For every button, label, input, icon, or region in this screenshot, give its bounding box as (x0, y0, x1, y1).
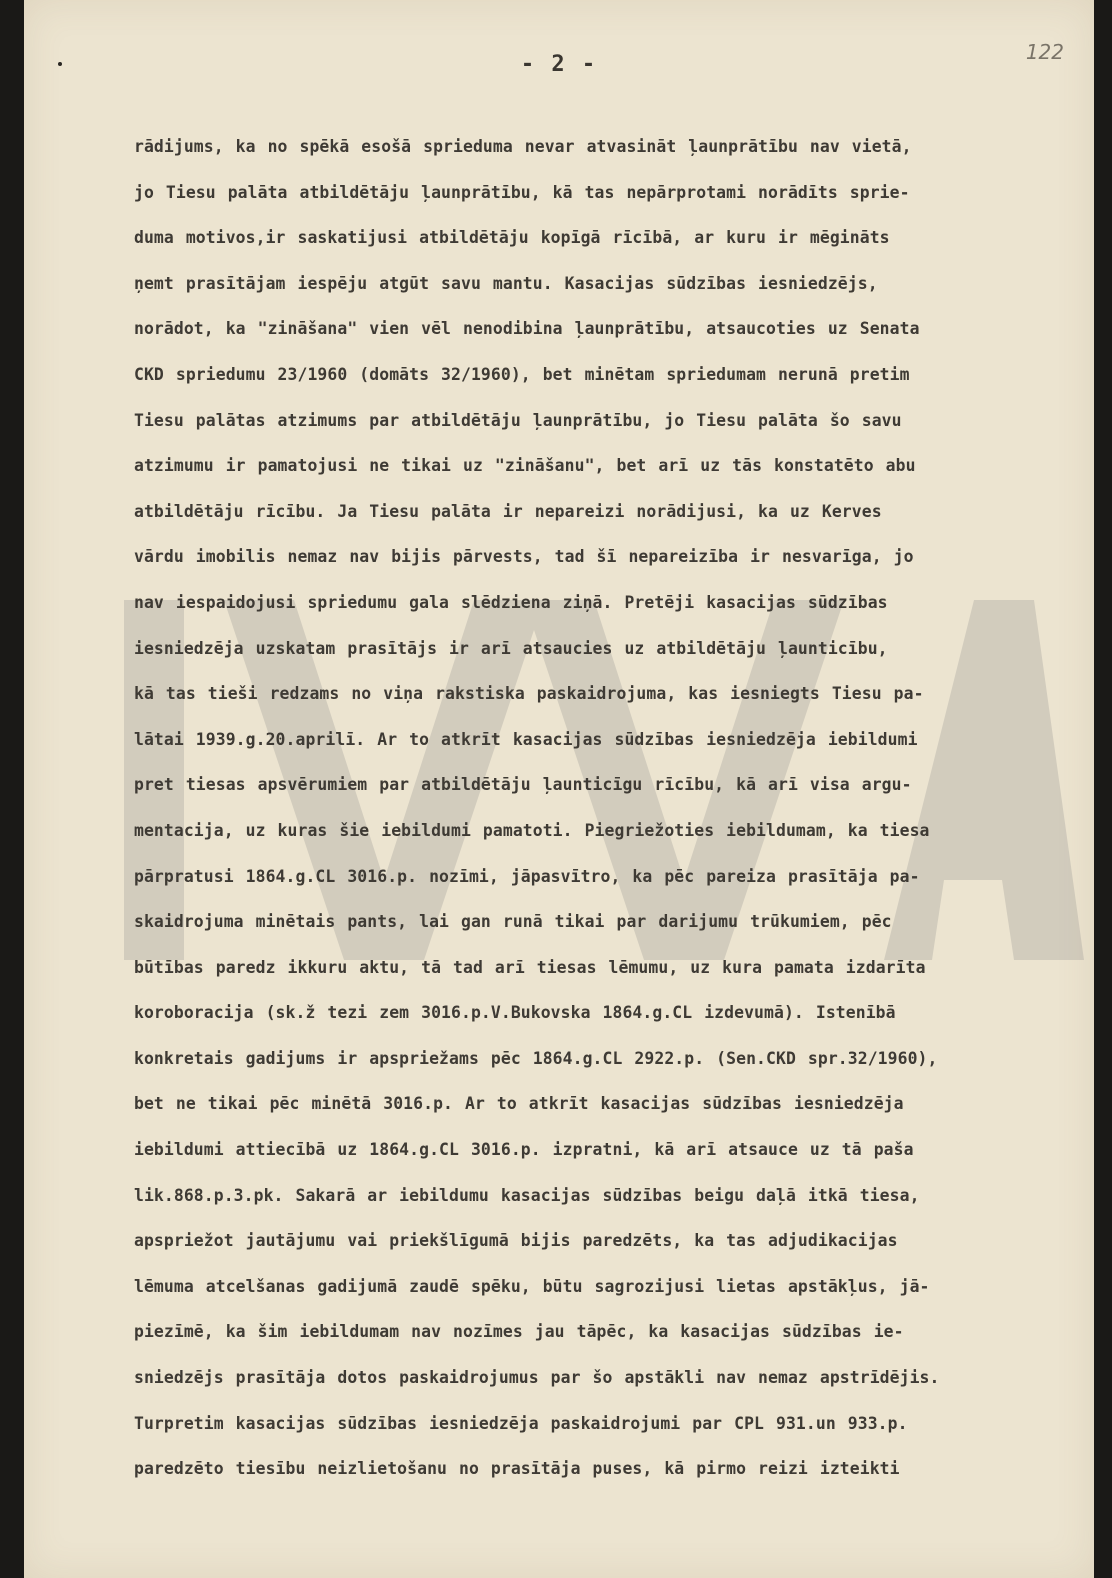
text-line: vārdu imobilis nemaz nav bijis pārvests, tad šī nepareizība ir nesvarīga, jo (134, 547, 914, 567)
text-line: konkretais gadijums ir apspriežams pēc 1864.g.CL 2922.p. (Sen.CKD spr.32/1960), (134, 1048, 938, 1068)
text-line: pārpratusi 1864.g.CL 3016.p. nozīmi, jāpasvītro, ka pēc pareiza prasītāja pa- (134, 866, 920, 886)
text-line: atzimumu ir pamatojusi ne tikai uz "zināšanu", bet arī uz tās konstatēto abu (134, 456, 916, 476)
text-line: duma motivos,ir saskatijusi atbildētāju kopīgā rīcībā, ar kuru ir mēgināts (134, 228, 890, 248)
document-body-text (134, 124, 1079, 1492)
page-number: - 2 - (520, 52, 598, 77)
text-line: norādot, ka "zināšana" vien vēl nenodibina ļaunprātību, atsaucoties uz Senata (134, 319, 920, 339)
text-line: mentacija, uz kuras šie iebildumi pamatoti. Piegriežoties iebildumam, ka tiesa (134, 820, 930, 840)
text-line: Turpretim kasacijas sūdzības iesniedzēja paskaidrojumi par CPL 931.un 933.p. (134, 1413, 908, 1433)
text-line: bet ne tikai pēc minētā 3016.p. Ar to atkrīt kasacijas sūdzības iesniedzēja (134, 1094, 904, 1114)
text-line: jo Tiesu palāta atbildētāju ļaunprātību, kā tas nepārprotami norādīts sprie- (134, 182, 910, 202)
text-line: ņemt prasītājam iespēju atgūt savu mantu. Kasacijas sūdzības iesniedzējs, (134, 273, 878, 293)
handwritten-folio-number: 122 (1025, 40, 1064, 64)
text-line: lik.868.p.3.pk. Sakarā ar iebildumu kasacijas sūdzības beigu daļā itkā tiesa, (134, 1185, 920, 1205)
text-line: paredzēto tiesību neizlietošanu no prasītāja puses, kā pirmo reizi izteikti (134, 1459, 900, 1479)
text-line: būtības paredz ikkuru aktu, tā tad arī tiesas lēmumu, uz kura pamata izdarīta (134, 957, 926, 977)
text-line: pret tiesas apsvērumiem par atbildētāju ļaunticīgu rīcību, kā arī visa argu- (134, 775, 912, 795)
text-line: CKD spriedumu 23/1960 (domāts 32/1960), bet minētam spriedumam nerunā pretim (134, 364, 910, 384)
document-page (24, 0, 1094, 1578)
text-line: sniedzējs prasītāja dotos paskaidrojumus par šo apstākli nav nemaz apstrīdējis. (134, 1368, 940, 1388)
text-line: skaidrojuma minētais pants, lai gan runā tikai par darijumu trūkumiem, pēc (134, 912, 892, 932)
text-line: kā tas tieši redzams no viņa rakstiska paskaidrojuma, kas iesniegts Tiesu pa- (134, 684, 924, 704)
text-line: iesniedzēja uzskatam prasītājs ir arī atsaucies uz atbildētāju ļaunticību, (134, 638, 888, 658)
text-line: atbildētāju rīcību. Ja Tiesu palāta ir nepareizi norādijusi, ka uz Kerves (134, 501, 882, 521)
text-line: nav iespaidojusi spriedumu gala slēdziena ziņā. Pretēji kasacijas sūdzības (134, 592, 888, 612)
text-line: lēmuma atcelšanas gadijumā zaudē spēku, būtu sagrozijusi lietas apstākļus, jā- (134, 1276, 930, 1296)
text-line: rādijums, ka no spēkā esošā sprieduma nevar atvasināt ļaunprātību nav vietā, (134, 137, 912, 156)
text-line: apspriežot jautājumu vai priekšlīgumā bijis paredzēts, ka tas adjudikacijas (134, 1231, 898, 1251)
text-line: Tiesu palātas atzimums par atbildētāju ļaunprātību, jo Tiesu palāta šo savu (134, 410, 902, 430)
text-line: koroboracija (sk.ž tezi zem 3016.p.V.Bukovska 1864.g.CL izdevumā). Istenībā (134, 1003, 896, 1023)
text-line: iebildumi attiecībā uz 1864.g.CL 3016.p. izpratni, kā arī atsauce uz tā paša (134, 1140, 914, 1160)
text-line: lātai 1939.g.20.aprilī. Ar to atkrīt kasacijas sūdzības iesniedzēja iebildumi (134, 729, 918, 749)
text-line: piezīmē, ka šim iebildumam nav nozīmes jau tāpēc, ka kasacijas sūdzības ie- (134, 1322, 904, 1342)
